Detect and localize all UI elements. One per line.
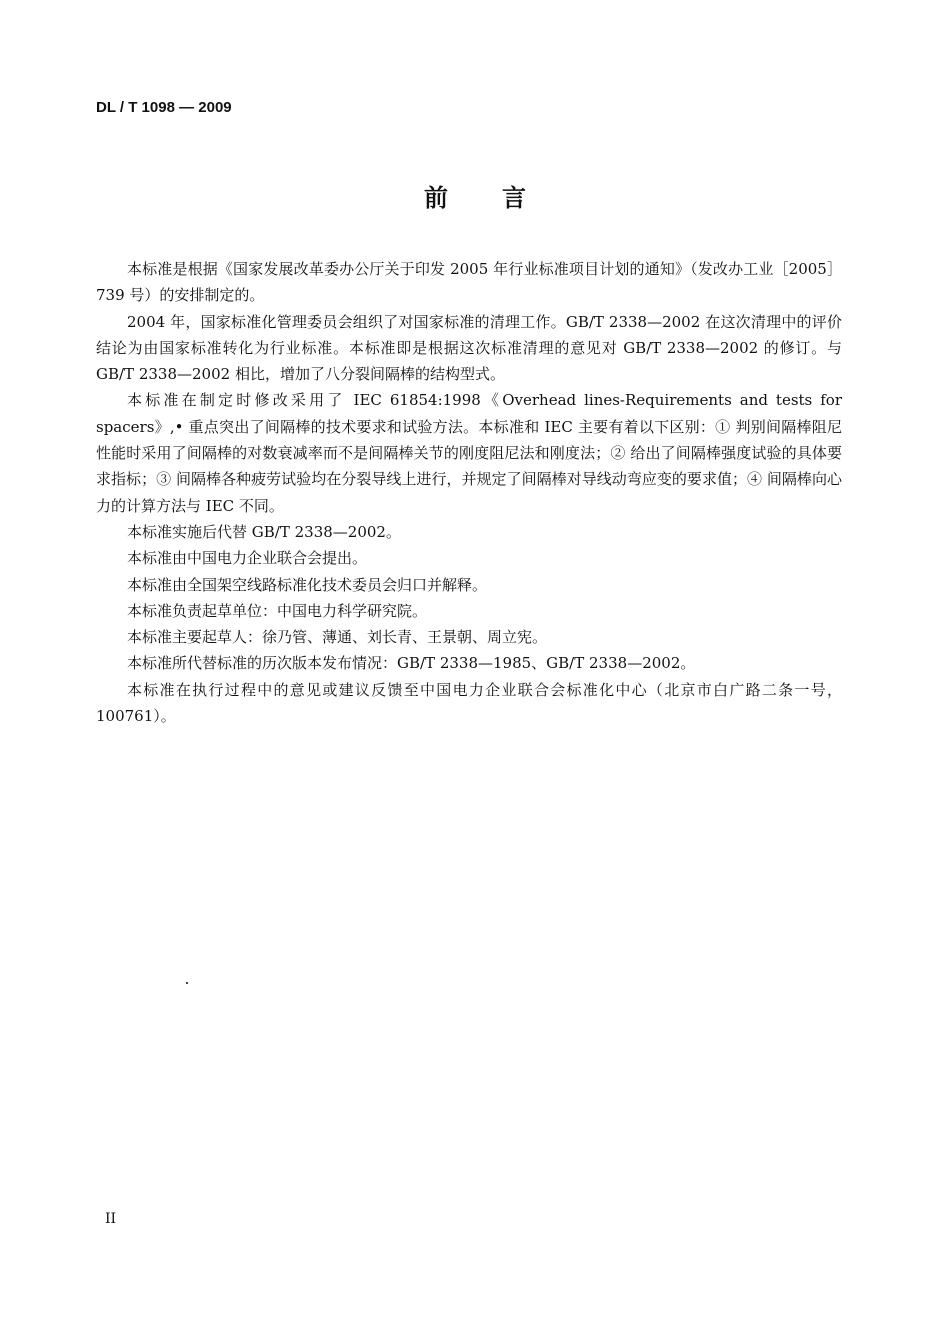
paragraph-proposer: 本标准由中国电力企业联合会提出。 [127,549,368,568]
paragraph-feedback: 本标准在执行过程中的意见或建议反馈至中国电力企业联合会标准化中心（北京市白广路二条一号，100761）。 [96,680,842,726]
page-number: II [105,1211,117,1227]
title-char-1: 前 [424,184,448,212]
document-number: DL / T 1098 — 2009 [96,99,232,116]
preface-body [96,256,842,729]
paragraph-replaces: 本标准实施后代替 GB/T 2338—2002。 [127,522,401,541]
page-title [0,178,950,213]
title-char-2: 言 [502,184,526,212]
paragraph-drafters: 本标准主要起草人：徐乃管、薄通、刘长青、王景朝、周立宪。 [127,628,548,647]
paragraph-basis: 本标准是根据《国家发展改革委办公厅关于印发 2005 年行业标准项目计划的通知》（发改办工业［2005］739 号）的安排制定的。 [96,260,842,305]
paragraph-history: 2004 年，国家标准化管理委员会组织了对国家标准的清理工作。GB/T 2338—2002 在这次清理中的评价结论为由国家标准转化为行业标准。本标准即是根据这次标准清理的意见对 GB/T 2338—2002 的修订。与 GB/T 2338—2002 相比，增加了八分裂间隔棒的结构型式。 [96,312,842,384]
scan-speck [186,982,188,984]
paragraph-drafting-unit: 本标准负责起草单位：中国电力科学研究院。 [127,601,428,620]
paragraph-iec-differences: 本标准在制定时修改采用了 IEC 61854:1998《Overhead lines-Requirements and tests for spacers》,• 重点突出了间隔棒的技术要求和试验方法。本标准和 IEC 主要有着以下区别：① 判别间隔棒阻尼性能时采用了间隔棒的对数衰减率而不是间隔棒关节的刚度阻尼法和刚度法；② 给出了间隔棒强度试验的具体要求指标；③ 间隔棒各种疲劳试验均在分裂导线上进行，并规定了间隔棒对导线动弯应变的要求值；④ 间隔棒向心力的计算方法与 IEC 不同。 [96,391,842,515]
paragraph-committee: 本标准由全国架空线路标准化技术委员会归口并解释。 [127,575,488,594]
paragraph-previous-editions: 本标准所代替标准的历次版本发布情况：GB/T 2338—1985、GB/T 2338—2002。 [127,654,696,673]
